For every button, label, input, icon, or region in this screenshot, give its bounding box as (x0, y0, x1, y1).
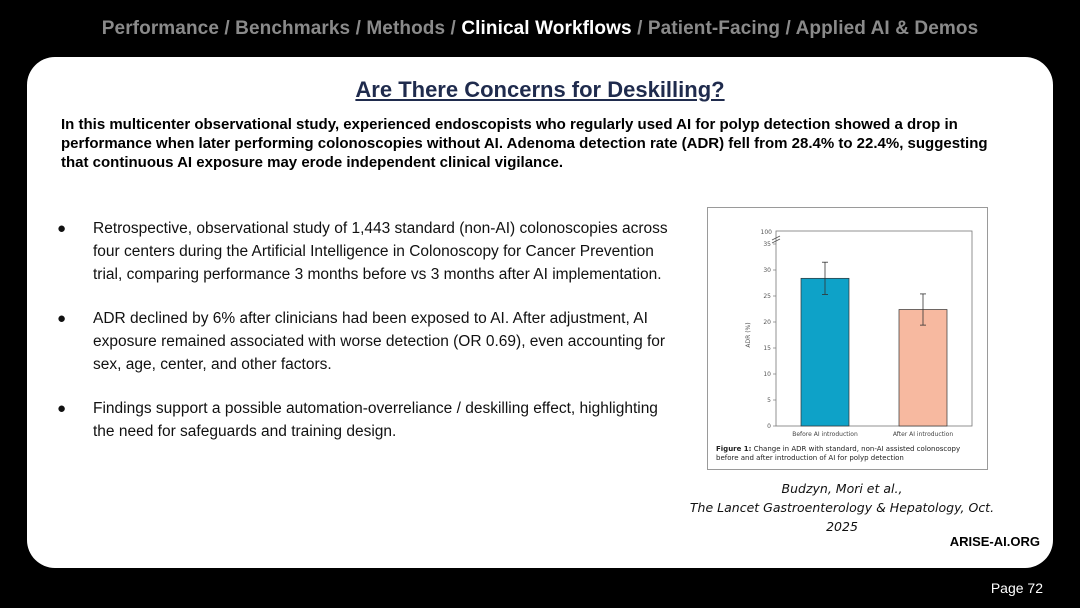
bullet-icon: ● (57, 220, 67, 237)
y-tick-label: 0 (767, 423, 771, 430)
bullet-item (57, 217, 677, 286)
slide-card (27, 57, 1053, 568)
bullet-list (57, 217, 677, 464)
breadcrumb-separator: / (631, 18, 648, 39)
slide-title: Are There Concerns for Deskilling? (355, 77, 725, 102)
citation-journal: The Lancet Gastroenterology & Hepatology, Oct. 2025 (689, 500, 995, 534)
breadcrumb-separator: / (780, 18, 796, 39)
page-number: Page 72 (990, 580, 1043, 596)
bullet-text: Findings support a possible automation-overreliance / deskilling effect, highlighting the need for safeguards and training design. (93, 400, 658, 440)
section-breadcrumb (0, 18, 1080, 40)
nav-item-benchmarks[interactable]: Benchmarks (235, 18, 351, 39)
adr-figure (707, 207, 988, 470)
bullet-text: ADR declined by 6% after clinicians had been exposed to AI. After adjustment, AI exposure remained associated with worse detection (OR 0.69), even accounting for sex, age, center, and other factors. (93, 310, 666, 373)
y-tick-label: 15 (763, 345, 771, 352)
nav-item-performance[interactable]: Performance (101, 18, 220, 39)
breadcrumb-separator: / (445, 18, 462, 39)
figure-caption (716, 445, 981, 463)
y-tick-label: 30 (763, 267, 771, 274)
bullet-item (57, 307, 677, 376)
nav-item-methods[interactable]: Methods (366, 18, 446, 39)
intro-paragraph: In this multicenter observational study, experienced endoscopists who regularly used AI for polyp detection showed a drop in performance when later performing colonoscopies without AI. Adenoma detection rate (ADR) fell from 28.4% to 22.4%, suggesting that continuous AI exposure may erode independent clinical vigilance. (61, 116, 988, 171)
nav-item-clinical-workflows[interactable]: Clinical Workflows (461, 18, 632, 39)
citation (677, 479, 1007, 536)
y-axis-label: ADR (%) (745, 322, 752, 348)
y-tick-label: 25 (763, 293, 771, 300)
bullet-icon: ● (57, 310, 67, 327)
y-tick-label: 20 (763, 319, 771, 326)
y-tick-label: 5 (767, 397, 771, 404)
nav-item-applied-ai-demos[interactable]: Applied AI & Demos (795, 18, 979, 39)
adr-bar-chart (708, 208, 987, 443)
x-tick-label: Before AI introduction (792, 431, 858, 438)
bullet-item (57, 397, 677, 443)
bar-before-ai (801, 278, 849, 426)
y-tick-label: 35 (763, 241, 771, 248)
citation-authors: Budzyn, Mori et al., (781, 481, 903, 496)
brand-logo-text: ARISE-AI.ORG (949, 534, 1040, 549)
bar-after-ai (899, 310, 947, 426)
figure-caption-label: Figure 1: (716, 445, 752, 453)
breadcrumb-separator: / (219, 18, 236, 39)
bullet-text: Retrospective, observational study of 1,443 standard (non-AI) colonoscopies across four centers during the Artificial Intelligence in Colonoscopy for Cancer Prevention trial, comparing performance 3 months before vs 3 months after AI implementation. (93, 220, 668, 283)
y-tick-label-break: 100 (760, 229, 772, 236)
breadcrumb-separator: / (350, 18, 367, 39)
bullet-icon: ● (57, 400, 67, 417)
x-tick-label: After AI introduction (892, 431, 954, 438)
figure-caption-text: Change in ADR with standard, non-AI assisted colonoscopy before and after introduction of AI for polyp detection (716, 445, 961, 462)
nav-item-patient-facing[interactable]: Patient-Facing (647, 18, 781, 39)
y-tick-label: 10 (763, 371, 771, 378)
